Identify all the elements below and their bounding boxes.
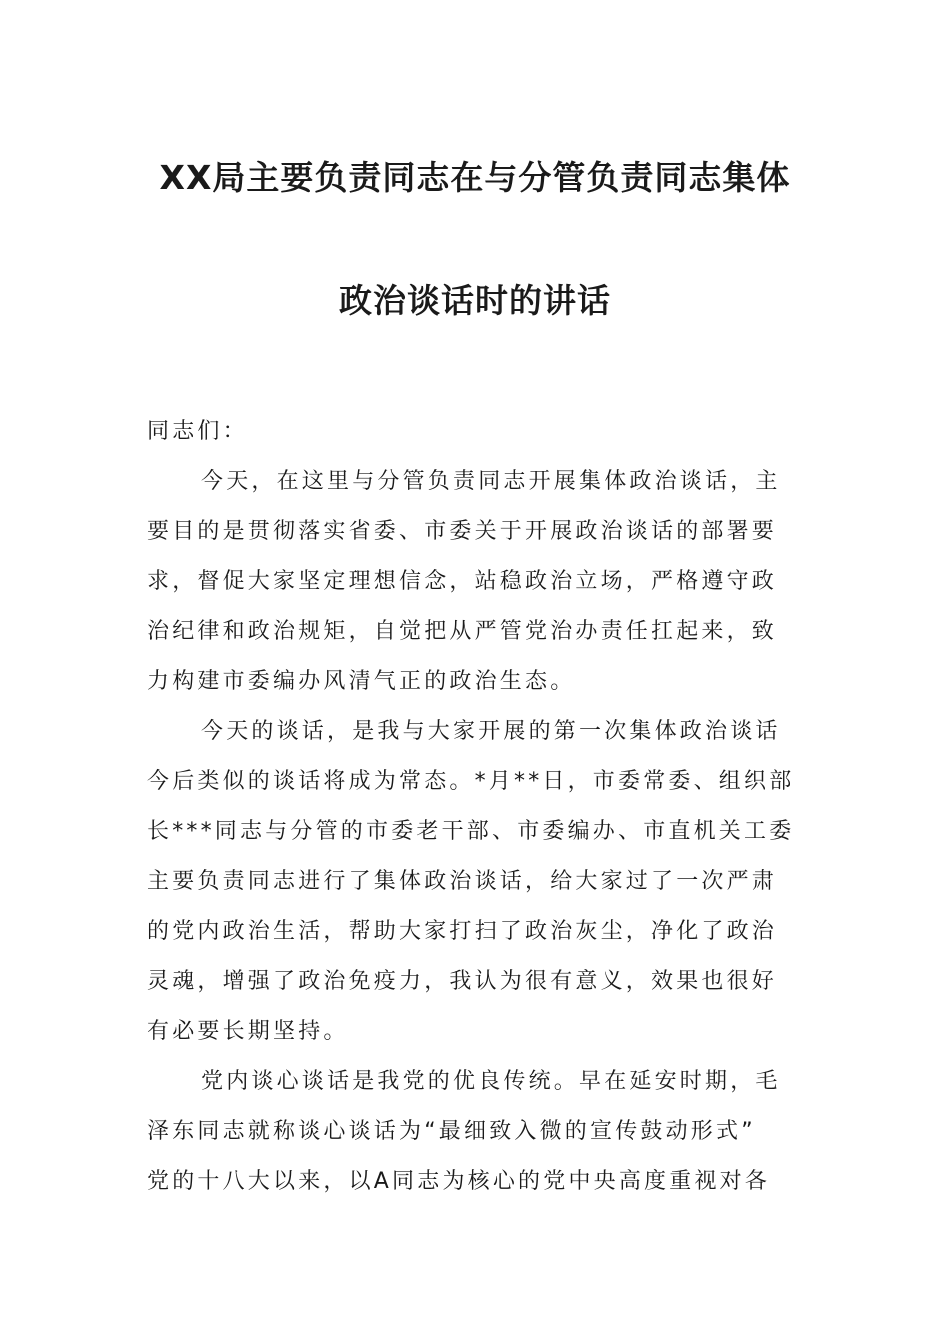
paragraph-1-line-5: 力构建市委编办风清气正的政治生态。 bbox=[147, 669, 576, 694]
document-body bbox=[147, 407, 807, 1207]
paragraph-2-line-1: 今天的谈话，是我与大家开展的第一次集体政治谈话 bbox=[201, 719, 781, 744]
document-title-line-1: XX局主要负责同志在与分管负责同志集体 bbox=[159, 158, 791, 197]
paragraph-3-line-2: 泽东同志就称谈心谈话为“最细致入微的宣传鼓动形式” bbox=[147, 1119, 756, 1144]
paragraph-2-line-6: 灵魂，增强了政治免疫力，我认为很有意义，效果也很好 bbox=[147, 969, 778, 994]
paragraph-2-line-5: 的党内政治生活，帮助大家打扫了政治灰尘，净化了政治 bbox=[147, 919, 778, 944]
paragraph-1-line-3: 求，督促大家坚定理想信念，站稳政治立场，严格遵守政 bbox=[147, 569, 778, 594]
paragraph-3-line-1: 党内谈心谈话是我党的优良传统。早在延安时期，毛 bbox=[201, 1069, 781, 1094]
salutation: 同志们： bbox=[147, 419, 248, 444]
paragraph-3-line-3: 党的十八大以来，以A同志为核心的党中央高度重视对各 bbox=[147, 1169, 771, 1194]
paragraph-1-line-2: 要目的是贯彻落实省委、市委关于开展政治谈话的部署要 bbox=[147, 519, 778, 544]
paragraph-2-line-3: 长***同志与分管的市委老干部、市委编办、市直机关工委 bbox=[147, 819, 795, 844]
paragraph-1-line-4: 治纪律和政治规矩，自觉把从严管党治办责任扛起来，致 bbox=[147, 619, 778, 644]
paragraph-2-line-4: 主要负责同志进行了集体政治谈话，给大家过了一次严肃 bbox=[147, 869, 778, 894]
document-title-line-2: 政治谈话时的讲话 bbox=[339, 281, 611, 320]
paragraph-2-line-7: 有必要长期坚持。 bbox=[147, 1019, 349, 1044]
paragraph-2-line-2: 今后类似的谈话将成为常态。*月**日，市委常委、组织部 bbox=[147, 769, 795, 794]
paragraph-1-line-1: 今天，在这里与分管负责同志开展集体政治谈话，主 bbox=[201, 469, 781, 494]
